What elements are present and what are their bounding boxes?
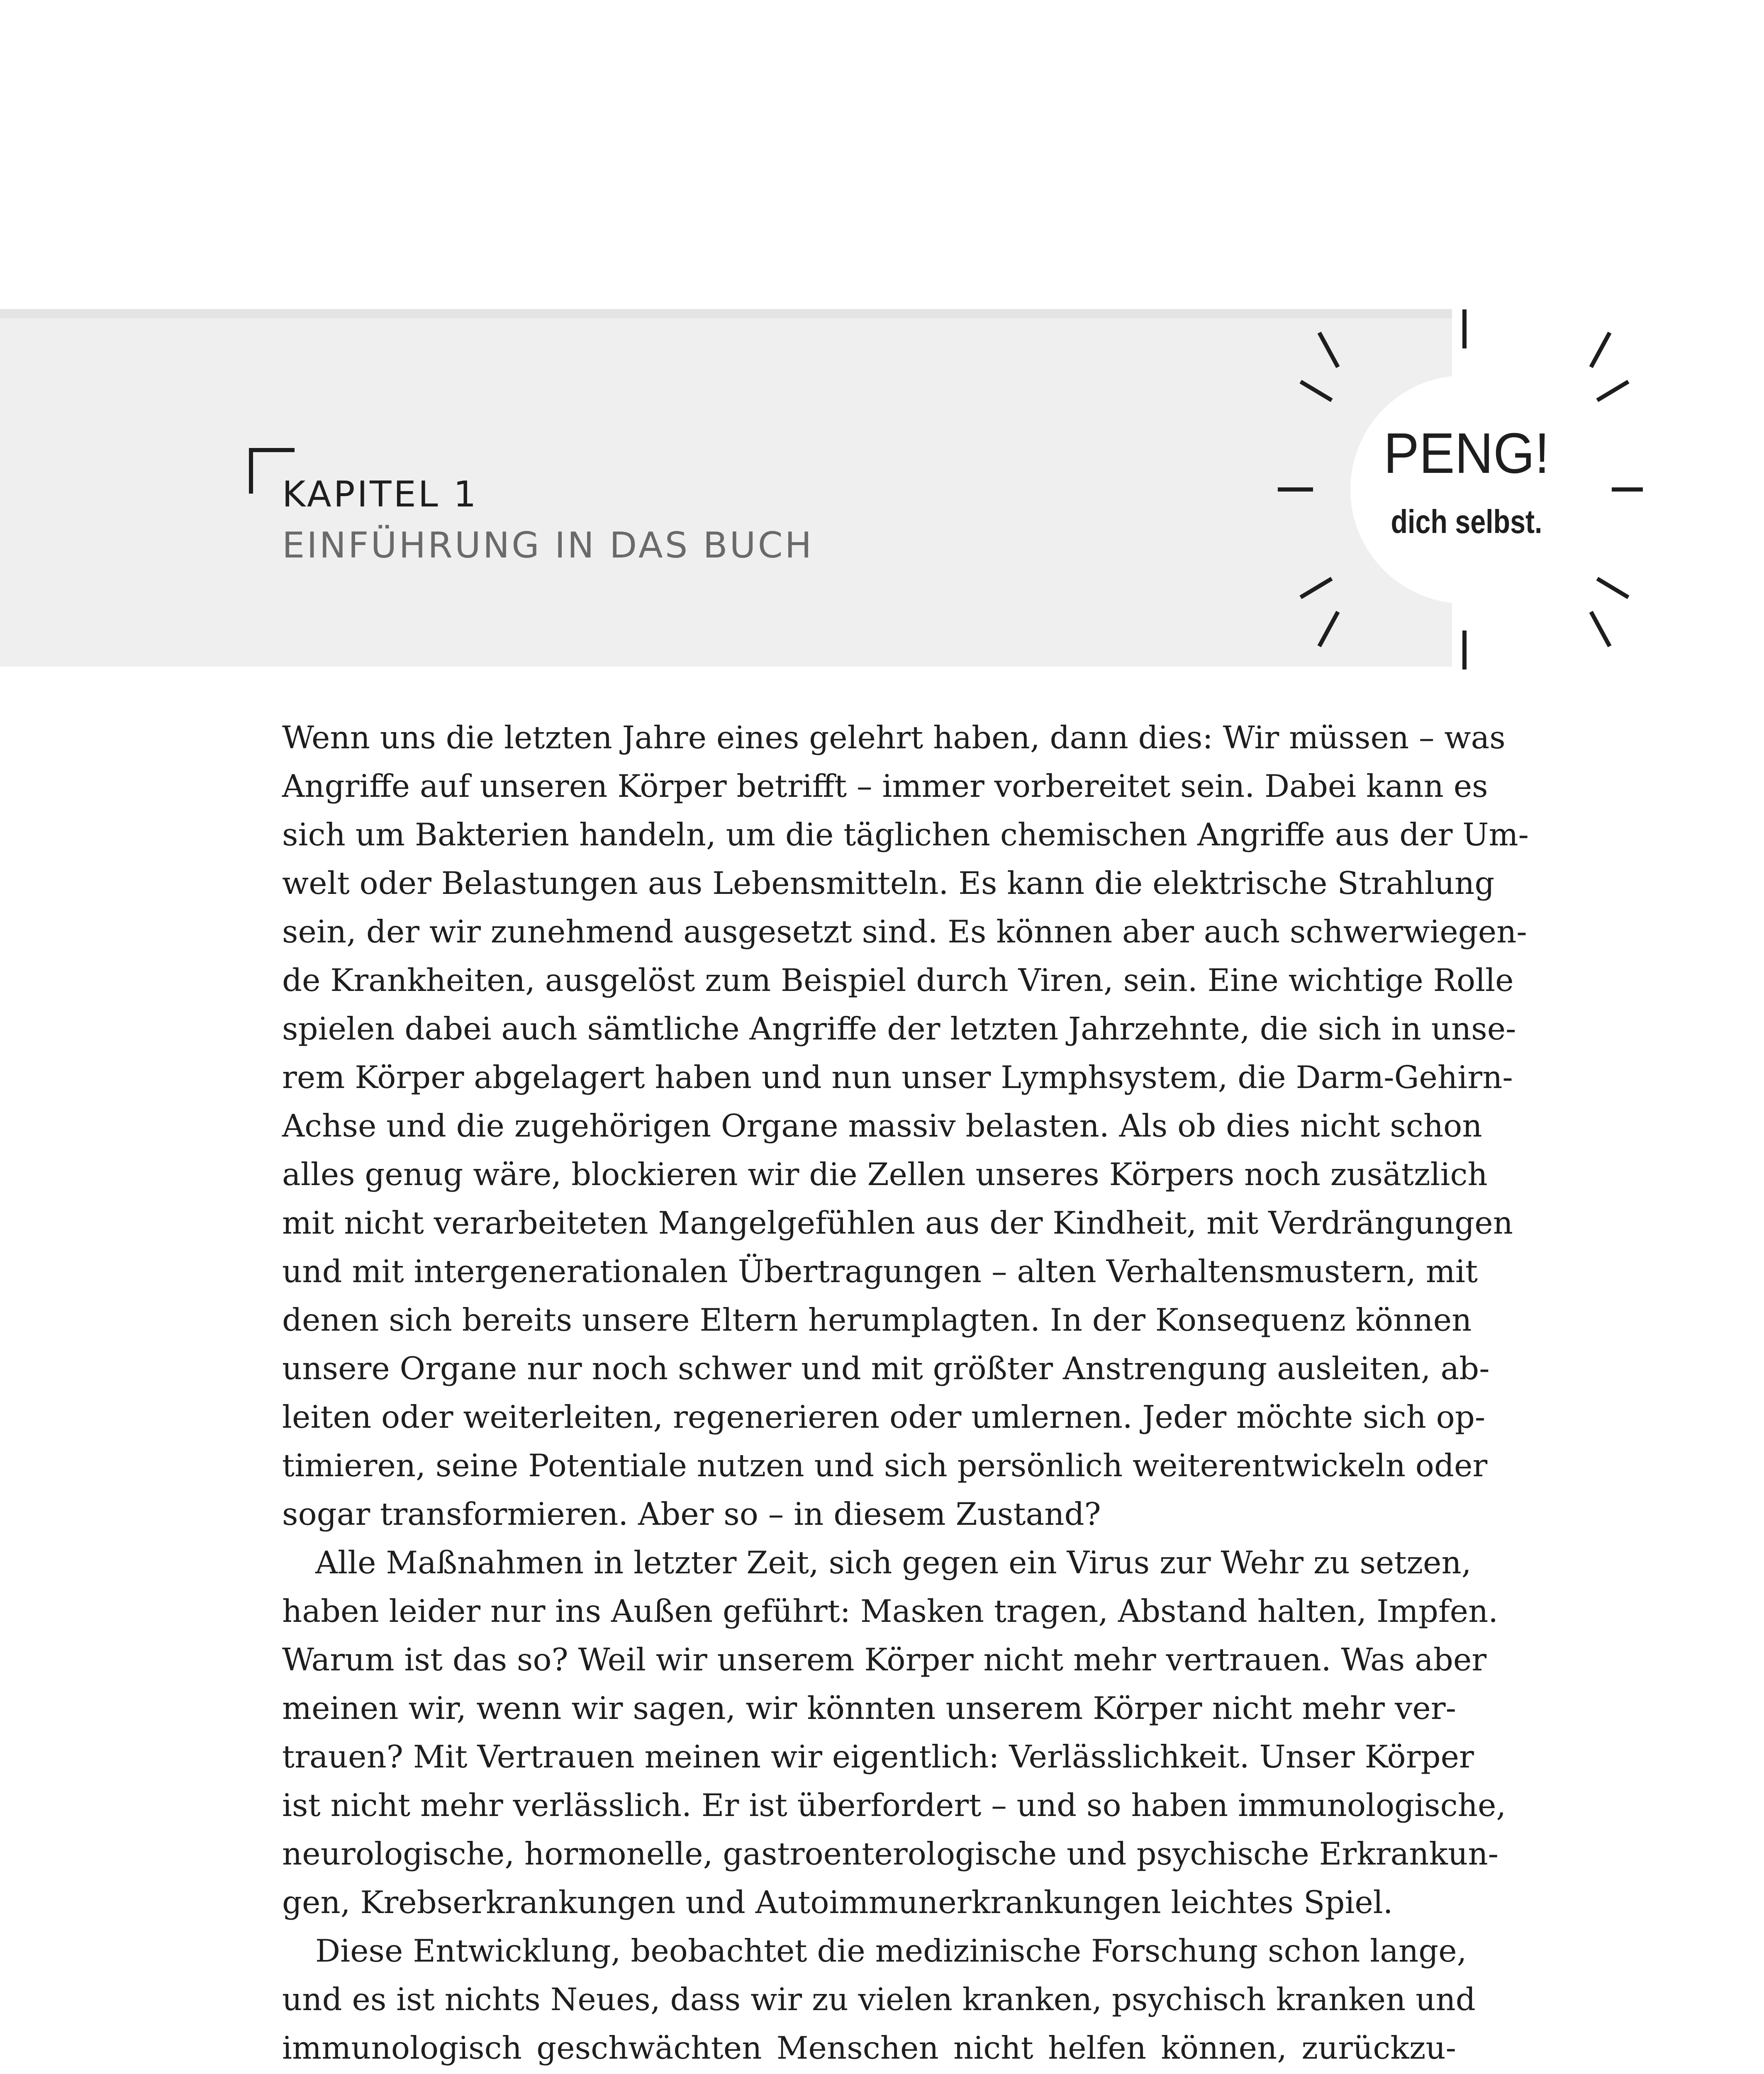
logo-subtitle: dich selbst. (1391, 503, 1542, 540)
text-line: de Krankheiten, ausgelöst zum Beispiel durch Viren, sein. Eine wichtige Rolle (282, 962, 1514, 998)
text-line: meinen wir, wenn wir sagen, wir könnten unserem Körper nicht mehr ver- (282, 1690, 1456, 1726)
text-line: Alle Maßnahmen in letzter Zeit, sich gegen ein Virus zur Wehr zu setzen, (315, 1544, 1472, 1581)
text-line: unsere Organe nur noch schwer und mit größter Anstrengung ausleiten, ab- (282, 1350, 1490, 1387)
chapter-title: EINFÜHRUNG IN DAS BUCH (282, 525, 814, 566)
text-line: ist nicht mehr verlässlich. Er ist überfordert – und so haben immunologische, (282, 1787, 1506, 1823)
text-line: Angriffe auf unseren Körper betrifft – immer vorbereitet sein. Dabei kann es (282, 768, 1488, 804)
chapter-number: KAPITEL 1 (282, 474, 478, 515)
text-line: Warum ist das so? Weil wir unserem Körper nicht mehr vertrauen. Was aber (282, 1641, 1487, 1678)
text-line: denen sich bereits unsere Eltern herumplagten. In der Konsequenz können (282, 1302, 1472, 1338)
text-line: alles genug wäre, blockieren wir die Zellen unseres Körpers noch zusätzlich (282, 1156, 1488, 1193)
text-line: haben leider nur ins Außen geführt: Masken tragen, Abstand halten, Impfen. (282, 1593, 1498, 1629)
text-line: Wenn uns die letzten Jahre eines gelehrt haben, dann dies: Wir müssen – was (282, 719, 1506, 756)
text-line: trauen? Mit Vertrauen meinen wir eigentlich: Verlässlichkeit. Unser Körper (282, 1738, 1474, 1775)
header-top-rule (0, 309, 1452, 318)
text-line (282, 2072, 1456, 2074)
body-text (282, 713, 1529, 2074)
text-line: welt oder Belastungen aus Lebensmitteln. Es kann die elektrische Strahlung (282, 865, 1495, 901)
text-line: rem Körper abgelagert haben und nun unser Lymphsystem, die Darm-Gehirn- (282, 1059, 1513, 1095)
text-line: neurologische, hormonelle, gastroenterologische und psychische Erkrankun- (282, 1835, 1498, 1872)
text-line: timieren, seine Potentiale nutzen und sich persönlich weiterentwickeln oder (282, 1447, 1488, 1484)
logo-title: PENG! (1384, 421, 1550, 485)
text-line: gen, Krebserkrankungen und Autoimmunerkrankungen leichtes Spiel. (282, 1884, 1393, 1921)
text-line: immunologisch geschwächten Menschen nicht helfen können, zurückzu- (282, 2030, 1456, 2066)
text-line: Achse und die zugehörigen Organe massiv belasten. Als ob dies nicht schon (282, 1108, 1482, 1144)
text-line: und es ist nichts Neues, dass wir zu vielen kranken, psychisch kranken und (282, 1981, 1476, 2018)
text-line: sich um Bakterien handeln, um die täglichen chemischen Angriffe aus der Um- (282, 816, 1529, 853)
chapter-header-band (0, 318, 1452, 667)
text-line: sogar transformieren. Aber so – in diesem Zustand? (282, 1496, 1101, 1532)
peng-logo (1261, 307, 1643, 672)
text-line: Diese Entwicklung, beobachtet die medizinische Forschung schon lange, (315, 1933, 1467, 1969)
text-line: sein, der wir zunehmend ausgesetzt sind. Es können aber auch schwerwiegen- (282, 913, 1527, 950)
text-line: mit nicht verarbeiteten Mangelgefühlen aus der Kindheit, mit Verdrängungen (282, 1205, 1513, 1241)
text-line: leiten oder weiterleiten, regenerieren oder umlernen. Jeder möchte sich op- (282, 1399, 1486, 1435)
text-line: und mit intergenerationalen Übertragungen – alten Verhaltensmustern, mit (282, 1253, 1478, 1290)
text-line: spielen dabei auch sämtliche Angriffe der letzten Jahrzehnte, die sich in unse- (282, 1010, 1516, 1047)
